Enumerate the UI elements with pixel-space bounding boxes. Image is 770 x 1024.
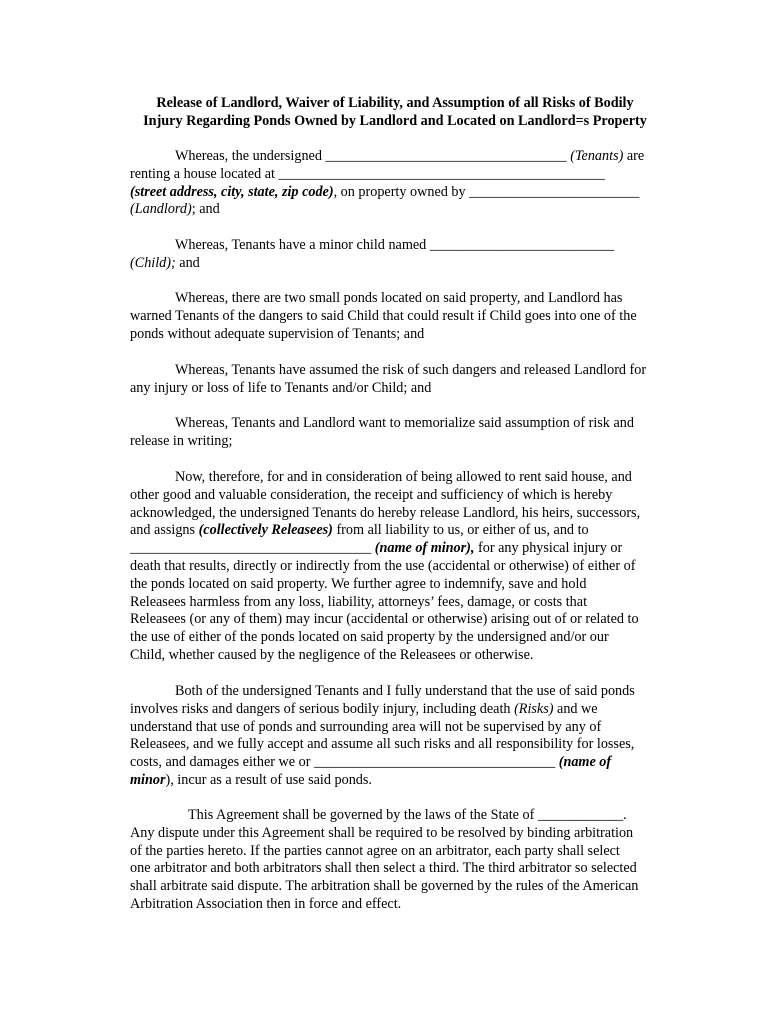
release-clause-line: the use of either of the ponds located on said property by the undersigned and/or our (130, 629, 609, 646)
risk-text: involves risks and dangers of serious bodily injury, including death (130, 700, 515, 717)
release-clause-line: Releasees (or any of them) may incur (accidental or otherwise) arising out of or related to (130, 611, 639, 628)
release-clause-line (130, 522, 680, 540)
recital-text: Whereas, the undersigned __________________________________ (175, 148, 571, 164)
release-clause-line: Now, therefore, for and in consideration of being allowed to rent said house, and (175, 469, 632, 485)
recital-memorialize-line: Whereas, Tenants and Landlord want to memorialize said assumption of risk and (175, 415, 634, 431)
recital-child-line (130, 255, 680, 273)
document-title (110, 94, 680, 130)
release-clause-line: death that results, directly or indirectly from the use (accidental or otherwise) of either of (130, 557, 636, 574)
recital-tenants-line (130, 184, 680, 202)
governing-law-line: one arbitrator and both arbitrators shall then select a third. The third arbitrator so selected (130, 860, 637, 877)
release-text: __________________________________ (130, 540, 375, 557)
recital-tenants-line (130, 148, 680, 166)
recital-assumed-risk-line: Whereas, Tenants have assumed the risk of such dangers and released Landlord for (175, 362, 647, 378)
term-releasees: (collectively Releasees) (198, 522, 333, 539)
risk-text: ), incur as a result of use said ponds. (165, 771, 372, 788)
term-name-of: (name of (558, 754, 612, 771)
risk-acknowledgment-line: Releasees, and we fully accept and assume all such risks and all responsibility for losses, (130, 736, 635, 753)
risk-acknowledgment-line (130, 701, 680, 719)
release-clause-line (130, 540, 680, 558)
release-clause-line: acknowledged, the undersigned Tenants do hereby release Landlord, his heirs, successors, (130, 504, 641, 521)
release-clause (130, 469, 680, 665)
recital-assumed-risk-line: any injury or loss of life to Tenants and/or Child; and (130, 379, 432, 396)
release-text: from all liability to us, or either of us, and to (332, 522, 589, 539)
recital-memorialize-line: release in writing; (130, 432, 233, 449)
term-minor: minor (130, 771, 166, 788)
recital-ponds-line: warned Tenants of the dangers to said Child that could result if Child goes into one of the (130, 307, 637, 324)
recital-child (130, 237, 680, 273)
title-line-2: Injury Regarding Ponds Owned by Landlord and Located on Landlord=s Property (143, 113, 647, 129)
term-child: (Child); (130, 254, 176, 271)
risk-acknowledgment-line (130, 754, 680, 772)
recital-text: and (175, 254, 200, 271)
governing-law-clause (130, 807, 680, 914)
term-landlord: (Landlord) (130, 201, 192, 218)
recital-ponds-line: ponds without adequate supervision of Tenants; and (130, 325, 425, 342)
recital-text: , on property owned by ________________________ (333, 183, 640, 200)
term-address: (street address, city, state, zip code) (130, 183, 334, 200)
recital-tenants-line: renting a house located at ______________________________________________ (130, 165, 605, 182)
risk-acknowledgment-line (130, 772, 680, 790)
term-risks: (Risks) (514, 700, 554, 717)
recital-tenants-line (130, 201, 680, 219)
governing-law-line: of the parties hereto. If the parties cannot agree on an arbitrator, each party shall select (130, 842, 620, 859)
recital-memorialize (130, 415, 680, 451)
risk-acknowledgment-line: understand that use of ponds and surrounding area will not be supervised by any of (130, 718, 602, 735)
recital-assumed-risk (130, 362, 680, 398)
risk-acknowledgment-line: Both of the undersigned Tenants and I fully understand that the use of said ponds (175, 683, 635, 699)
governing-law-line: Any dispute under this Agreement shall be required to be resolved by binding arbitration (130, 824, 634, 841)
recital-child-line: Whereas, Tenants have a minor child named __________________________ (175, 237, 615, 253)
recital-ponds (130, 290, 680, 343)
risk-text: costs, and damages either we or __________________________________ (130, 754, 559, 771)
release-clause-line: Child, whether caused by the negligence of the Releasees or otherwise. (130, 646, 534, 663)
release-clause-line: the ponds located on said property. We further agree to indemnify, save and hold (130, 575, 587, 592)
governing-law-line: shall arbitrate said dispute. The arbitration shall be governed by the rules of the American (130, 878, 639, 895)
risk-acknowledgment (130, 683, 680, 790)
recital-text: ; and (191, 201, 220, 218)
title-line-1: Release of Landlord, Waiver of Liability, and Assumption of all Risks of Bodily (156, 95, 634, 111)
risk-text: and we (553, 700, 598, 717)
recital-tenants (130, 148, 680, 219)
recital-text: are (623, 148, 645, 164)
governing-law-line: Arbitration Association then in force and effect. (130, 895, 402, 912)
release-clause-line: Releasees harmless from any loss, liability, attorneys’ fees, damage, or costs that (130, 593, 588, 610)
release-clause-line: other good and valuable consideration, the receipt and sufficiency of which is hereby (130, 486, 613, 503)
term-name-of-minor: (name of minor), (374, 540, 475, 557)
release-text: and assigns (130, 522, 199, 539)
recital-ponds-line: Whereas, there are two small ponds located on said property, and Landlord has (175, 290, 623, 306)
governing-law-line: This Agreement shall be governed by the laws of the State of ____________. (188, 807, 627, 823)
term-tenants: (Tenants) (570, 148, 624, 164)
release-text: for any physical injury or (474, 540, 623, 557)
